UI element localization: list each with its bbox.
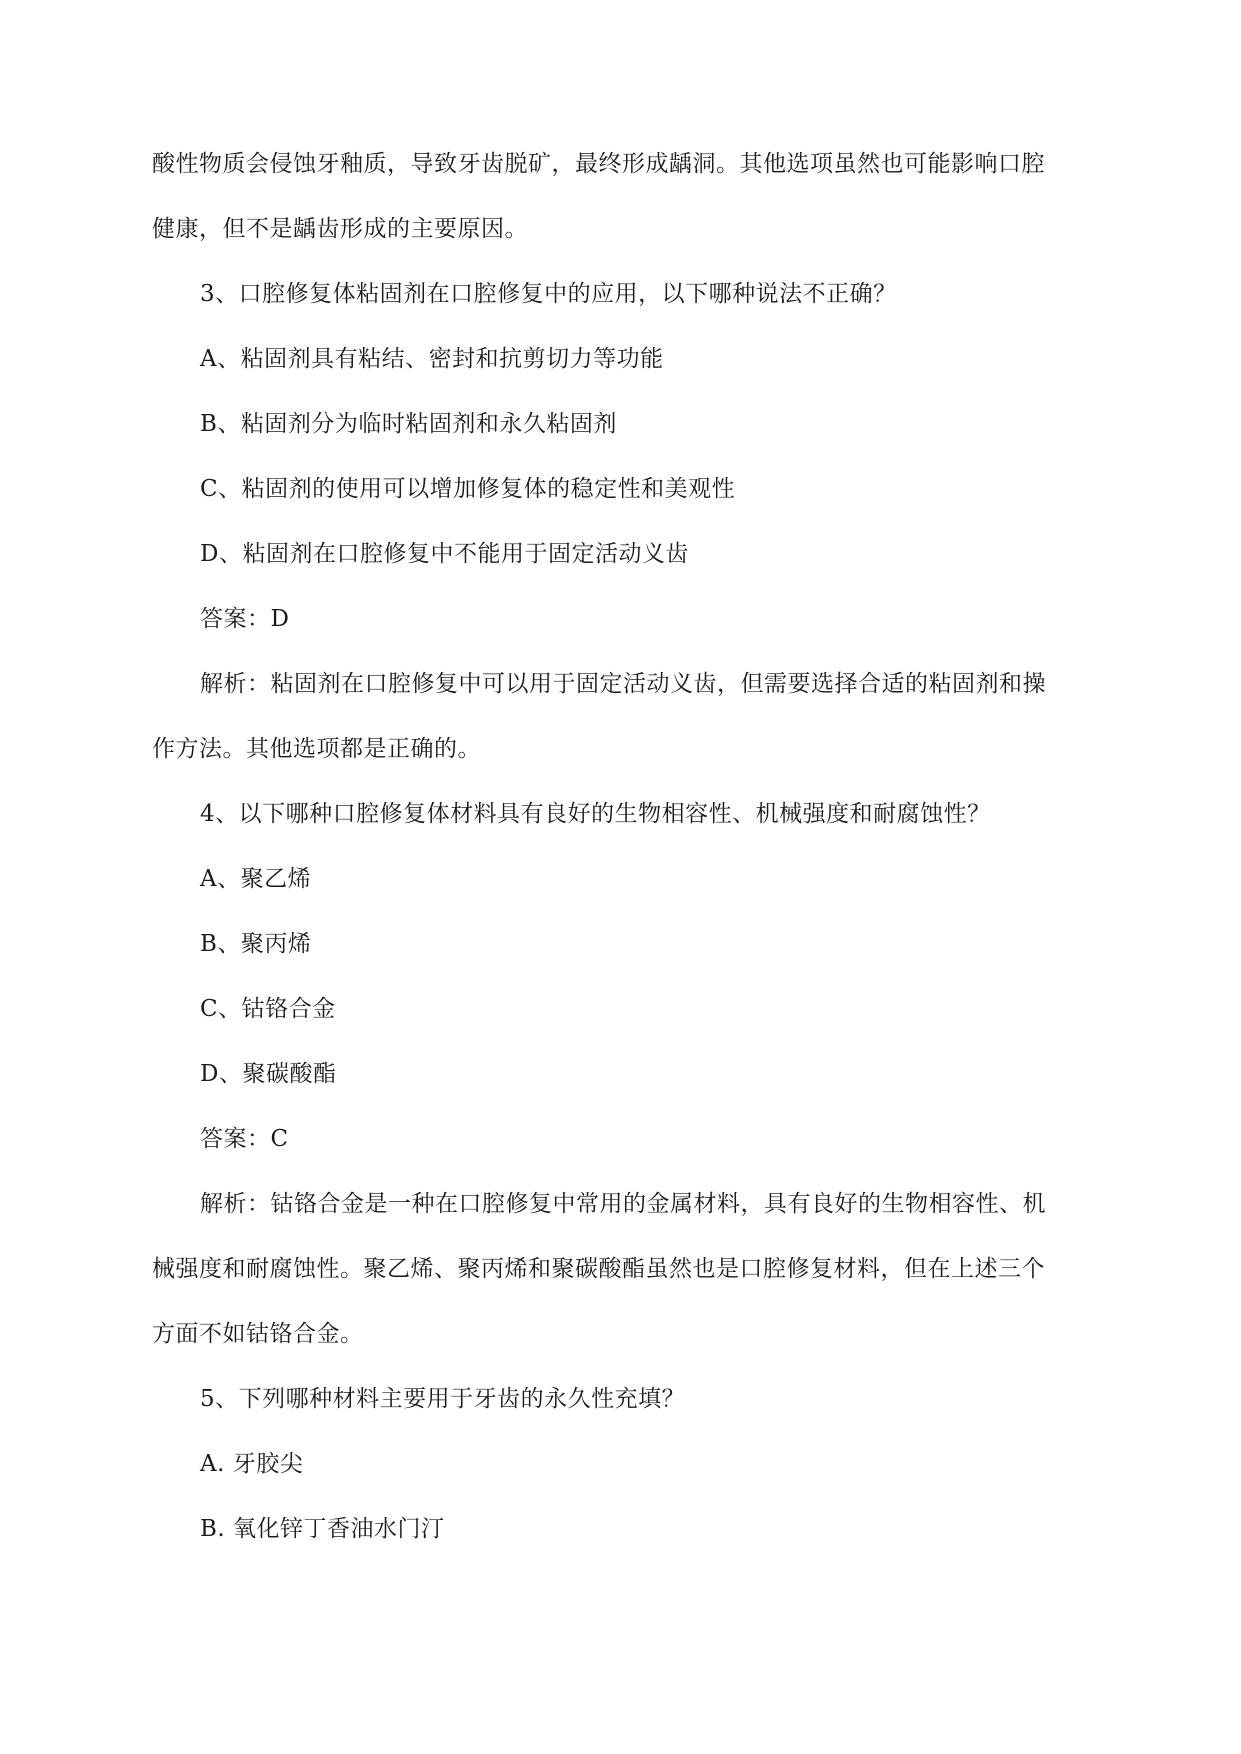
q3-option-a: A、粘固剂具有粘结、密封和抗剪切力等功能 <box>200 346 664 372</box>
q3-analysis-line-2: 作方法。其他选项都是正确的。 <box>152 736 481 762</box>
q3-option-d: D、粘固剂在口腔修复中不能用于固定活动义齿 <box>200 541 689 567</box>
q4-analysis-line-3: 方面不如钴铬合金。 <box>152 1321 364 1347</box>
q5-question: 5、下列哪种材料主要用于牙齿的永久性充填？ <box>200 1386 686 1412</box>
q4-analysis-line-2: 械强度和耐腐蚀性。聚乙烯、聚丙烯和聚碳酸酯虽然也是口腔修复材料，但在上述三个 <box>152 1256 1045 1282</box>
intro-line-1: 酸性物质会侵蚀牙釉质，导致牙齿脱矿，最终形成龋洞。其他选项虽然也可能影响口腔 <box>152 151 1045 177</box>
q4-analysis-line-1: 解析：钴铬合金是一种在口腔修复中常用的金属材料，具有良好的生物相容性、机 <box>200 1191 1046 1217</box>
q3-option-b: B、粘固剂分为临时粘固剂和永久粘固剂 <box>200 411 617 437</box>
q4-option-c: C、钴铬合金 <box>200 996 336 1022</box>
q4-question: 4、以下哪种口腔修复体材料具有良好的生物相容性、机械强度和耐腐蚀性？ <box>200 801 991 827</box>
q3-option-c: C、粘固剂的使用可以增加修复体的稳定性和美观性 <box>200 476 736 502</box>
q4-answer: 答案：C <box>200 1126 289 1152</box>
q3-question: 3、口腔修复体粘固剂在口腔修复中的应用，以下哪种说法不正确？ <box>200 281 897 307</box>
q3-answer: 答案：D <box>200 606 290 632</box>
q4-option-a: A、聚乙烯 <box>200 866 312 892</box>
intro-line-2: 健康，但不是龋齿形成的主要原因。 <box>152 216 528 242</box>
q3-analysis-line-1: 解析：粘固剂在口腔修复中可以用于固定活动义齿，但需要选择合适的粘固剂和操 <box>200 671 1046 697</box>
q4-option-b: B、聚丙烯 <box>200 931 312 957</box>
q4-option-d: D、聚碳酸酯 <box>200 1061 337 1087</box>
q5-option-b: B. 氧化锌丁香油水门汀 <box>200 1516 445 1542</box>
q5-option-a: A. 牙胶尖 <box>200 1451 304 1477</box>
